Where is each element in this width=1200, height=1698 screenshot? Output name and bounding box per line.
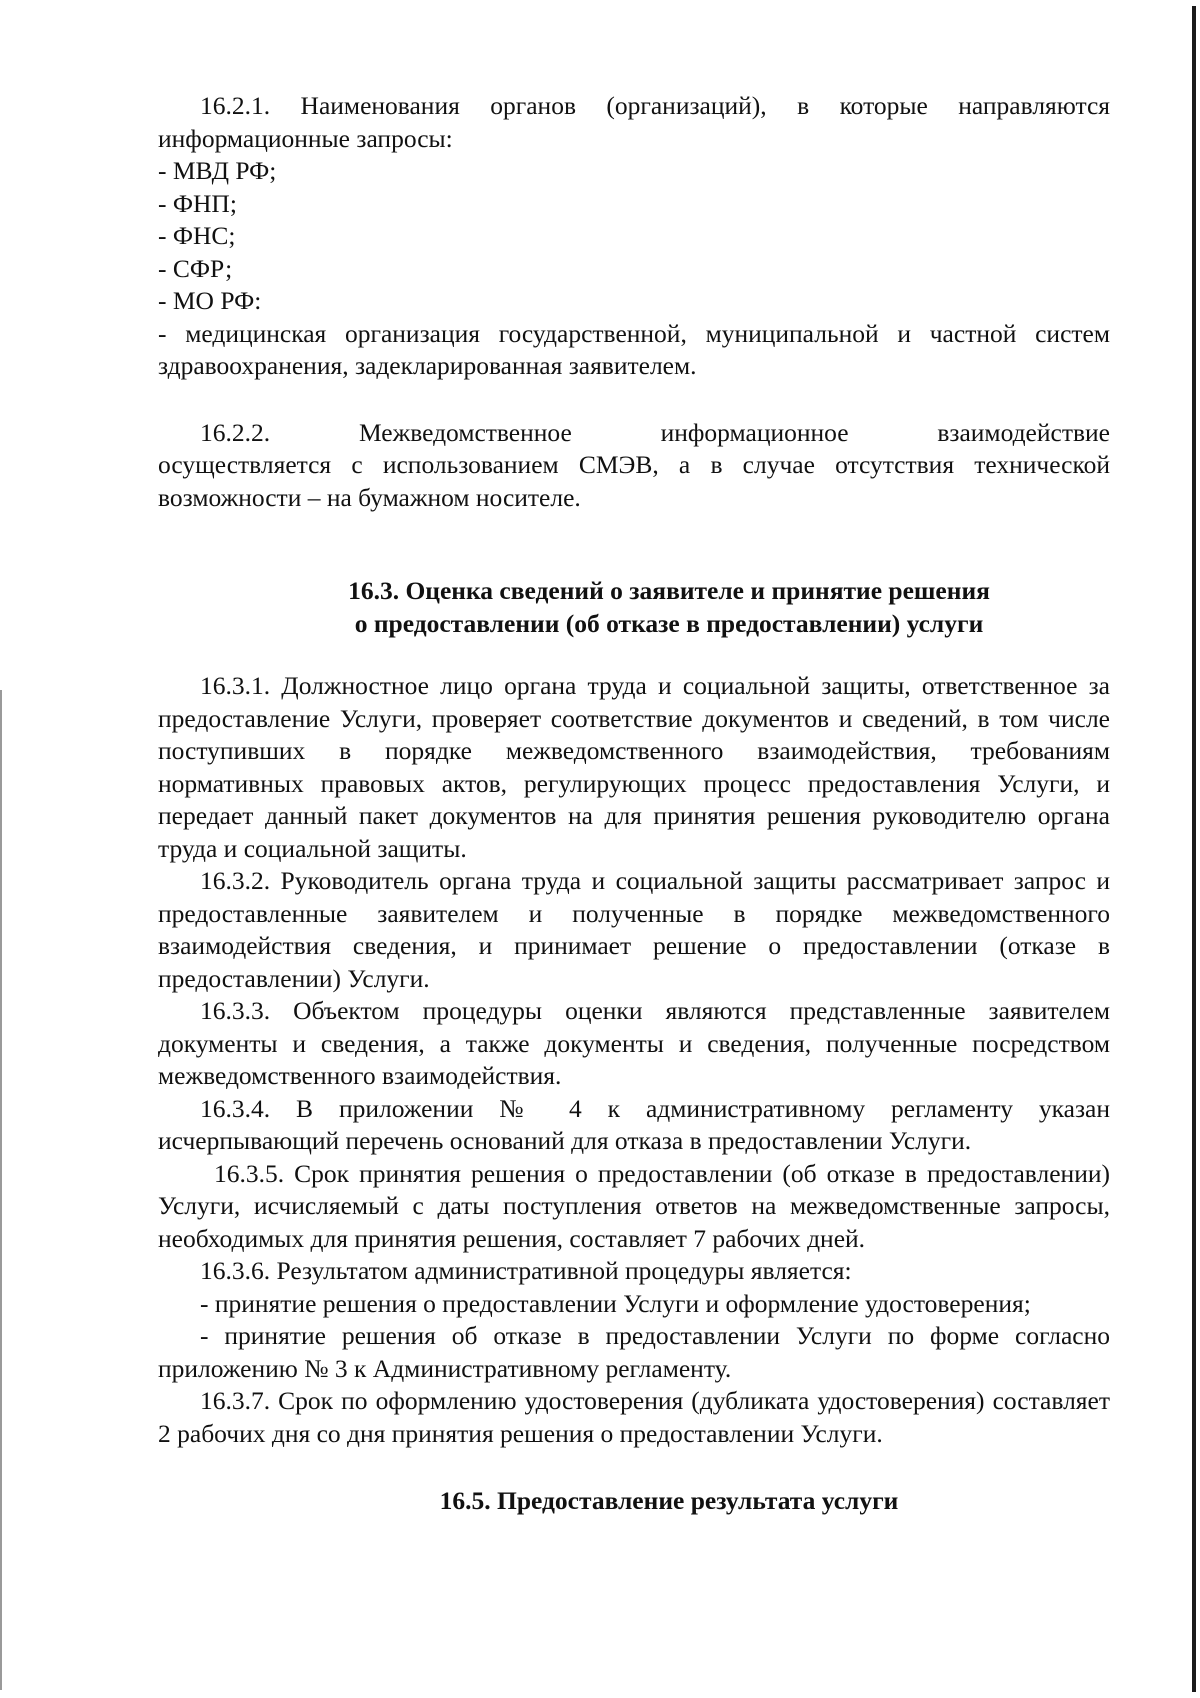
scan-edge-left bbox=[0, 690, 2, 1690]
list-item-result-grant: - принятие решения о предоставлении Услуги и оформление удостоверения; bbox=[200, 1288, 1031, 1318]
scan-edge-right bbox=[1192, 6, 1196, 1692]
section-heading-16-3-line1: 16.3. Оценка сведений о заявителе и принятие решения bbox=[348, 576, 990, 605]
list-item-fns: - ФНС; bbox=[158, 221, 236, 250]
paragraph-16-3-1: 16.3.1. Должностное лицо органа труда и социальной защиты, ответственное за предоставление Услуги, проверяет соответствие документов и сведений, в том числе поступивших в порядке межведомственного взаимодействия, требованиям нормативных правовых актов, регулирующих процесс предоставления Услуги, и передает данный пакет документов на для принятия решения руководителю органа труда и социальной защиты. bbox=[158, 671, 1110, 863]
spacer bbox=[158, 383, 1110, 417]
list-item-fnp: - ФНП; bbox=[158, 188, 237, 218]
paragraph-16-3-4: 16.3.4. В приложении № 4 к административному регламенту указан исчерпывающий перечень оснований для отказа в предоставлении Услуги. bbox=[158, 1093, 1110, 1155]
list-item-mvd: - МВД РФ; bbox=[158, 156, 277, 185]
list-item-mo: - МО РФ: bbox=[158, 286, 262, 315]
paragraph-16-3-2: 16.3.2. Руководитель органа труда и социальной защиты рассматривает запрос и предоставленные заявителем и полученные в порядке межведомственного взаимодействия сведения, и принимает решение о предоставлении (отказе в предоставлении) Услуги. bbox=[158, 866, 1110, 993]
list-item-result-refusal: - принятие решения об отказе в предоставлении Услуги по форме согласно приложению № 3 к Административному регламенту. bbox=[158, 1321, 1110, 1383]
paragraph-16-3-6: 16.3.6. Результатом административной процедуры является: bbox=[200, 1256, 852, 1285]
section-heading-16-5: 16.5. Предоставление результата услуги bbox=[439, 1486, 899, 1515]
paragraph-16-3-7: 16.3.7. Срок по оформлению удостоверения (дубликата удостоверения) составляет 2 рабочих дня со дня принятия решения о предоставлении Услуги. bbox=[158, 1386, 1110, 1448]
paragraph-16-2-1-intro: 16.2.1. Наименования органов (организаций), в которые направляются информационные запросы: bbox=[158, 91, 1110, 153]
spacer bbox=[158, 1450, 1110, 1484]
paragraph-16-3-5: 16.3.5. Срок принятия решения о предоставлении (об отказе в предоставлении) Услуги, исчисляемый с даты поступления ответов на межведомственные запросы, необходимых для принятия решения, составляет 7 рабочих дней. bbox=[158, 1158, 1110, 1253]
paragraph-16-3-3: 16.3.3. Объектом процедуры оценки являются представленные заявителем документы и сведения, а также документы и сведения, полученные посредством межведомственного взаимодействия. bbox=[158, 996, 1110, 1090]
list-item-medical-org: - медицинская организация государственной, муниципальной и частной систем здравоохранения, задекларированная заявителем. bbox=[158, 318, 1110, 380]
paragraph-16-2-2-rest: осуществляется с использованием СМЭВ, а в случае отсутствия технической возможности – на бумажном носителе. bbox=[158, 450, 1110, 512]
spacer bbox=[158, 514, 1110, 574]
document-body bbox=[158, 90, 1110, 1517]
list-item-sfr: - СФР; bbox=[158, 253, 233, 283]
paragraph-16-2-2-line1: 16.2.2. Межведомственное информационное взаимодействие bbox=[200, 417, 1110, 447]
spacer bbox=[158, 640, 1110, 670]
section-heading-16-3-line2: о предоставлении (об отказе в предоставлении) услуги bbox=[354, 609, 984, 638]
